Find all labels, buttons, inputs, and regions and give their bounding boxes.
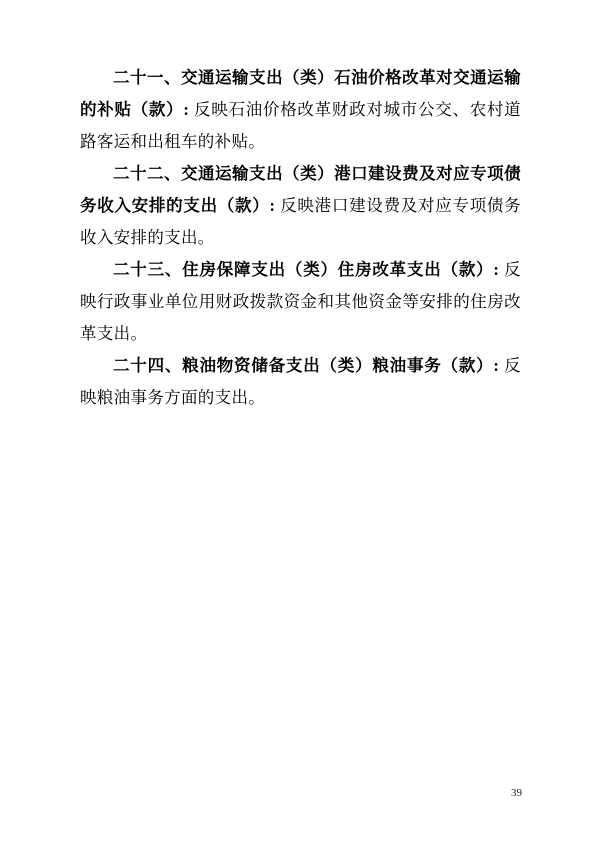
paragraph-lead: 二十三、住房保障支出（类）住房改革支出（款）: (113, 260, 500, 279)
page-number: 39 (511, 787, 522, 799)
document-paragraph (80, 62, 521, 158)
document-paragraph (80, 350, 521, 414)
paragraph-body: 反映粮油事务方面的支出。 (80, 356, 521, 407)
paragraph-body: 反映石油价格改革财政对城市公交、农村道路客运和出租车的补贴。 (80, 100, 521, 151)
paragraph-lead: 二十二、交通运输支出（类）港口建设费及对应专项债务收入安排的支出（款）: (80, 164, 521, 215)
paragraph-body: 反映行政事业单位用财政拨款资金和其他资金等安排的住房改革支出。 (80, 260, 521, 343)
paragraph-lead: 二十四、粮油物资储备支出（类）粮油事务（款）: (113, 356, 500, 375)
document-paragraph (80, 254, 521, 350)
document-body (80, 62, 521, 414)
paragraph-body: 反映港口建设费及对应专项债务收入安排的支出。 (80, 196, 521, 247)
document-paragraph (80, 158, 521, 254)
paragraph-lead: 二十一、交通运输支出（类）石油价格改革对交通运输的补贴（款）: (80, 68, 521, 119)
